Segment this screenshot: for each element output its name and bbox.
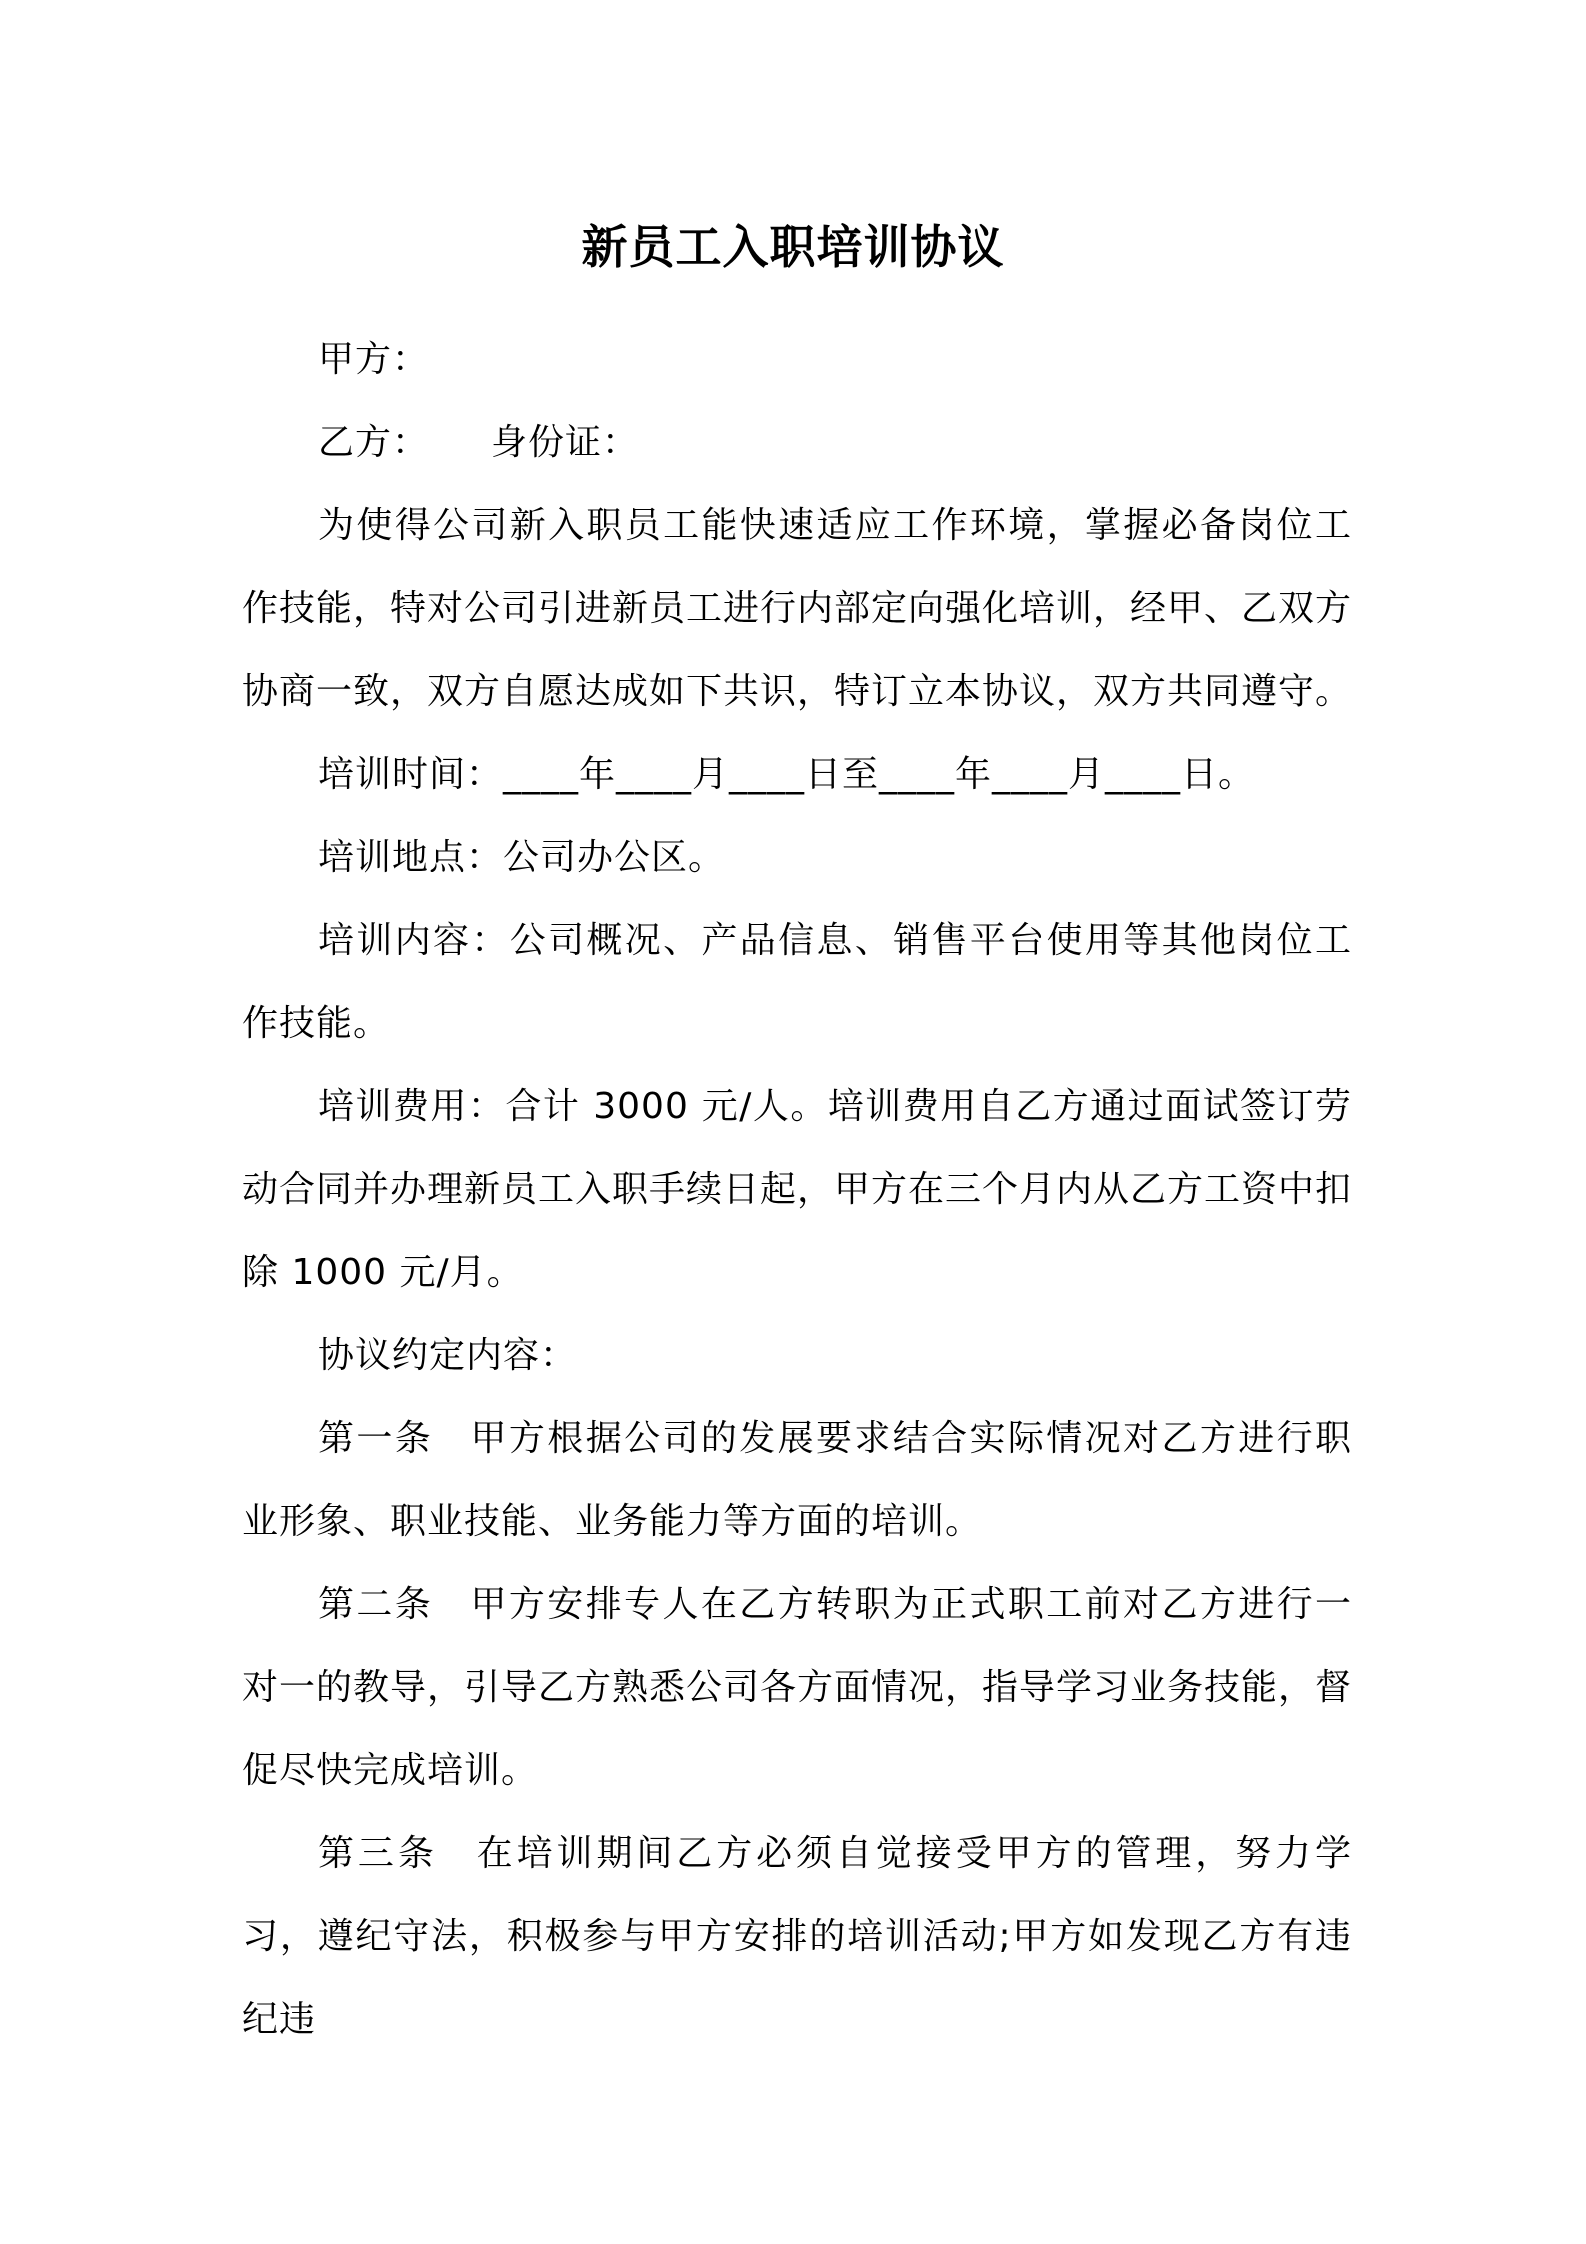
article-3-paragraph — [242, 1812, 1352, 2061]
party-a-line — [242, 318, 1352, 401]
article-1-label: 第一条 — [318, 1418, 434, 1459]
article-1-text: 甲方根据公司的发展要求结合实际情况对乙方进行职业形象、职业技能、业务能力等方面的培训。 — [242, 1418, 1352, 1542]
training-time-line: 培训时间：____年____月____日至____年____月____日。 — [318, 754, 1256, 795]
agreement-heading: 协议约定内容： — [318, 1335, 578, 1376]
document-title: 新员工入职培训协议 — [581, 220, 1005, 274]
party-a-label: 甲方： — [318, 339, 430, 380]
party-b-line — [242, 401, 1352, 484]
training-place-line: 培训地点：公司办公区。 — [318, 837, 726, 878]
article-3-label: 第三条 — [318, 1833, 438, 1874]
training-content-paragraph: 培训内容：公司概况、产品信息、销售平台使用等其他岗位工作技能。 — [242, 920, 1352, 1044]
id-card-label: 身份证： — [491, 422, 640, 463]
document-body — [242, 318, 1352, 2061]
intro-paragraph: 为使得公司新入职员工能快速适应工作环境，掌握必备岗位工作技能，特对公司引进新员工进行内部定向强化培训，经甲、乙双方协商一致，双方自愿达成如下共识，特订立本协议，双方共同遵守。 — [242, 505, 1353, 712]
article-2-text: 甲方安排专人在乙方转职为正式职工前对乙方进行一对一的教导，引导乙方熟悉公司各方面情况，指导学习业务技能，督促尽快完成培训。 — [242, 1584, 1353, 1791]
party-b-label: 乙方： — [318, 422, 430, 463]
training-fee-paragraph: 培训费用：合计 3000 元/人。培训费用自乙方通过面试签订劳动合同并办理新员工入职手续日起，甲方在三个月内从乙方工资中扣除 1000 元/月。 — [242, 1086, 1353, 1293]
article-2-paragraph — [242, 1563, 1352, 1812]
article-2-label: 第二条 — [318, 1584, 434, 1625]
article-1-paragraph — [242, 1397, 1352, 1563]
article-3-text: 在培训期间乙方必须自觉接受甲方的管理，努力学习，遵纪守法，积极参与甲方安排的培训活动;甲方如发现乙方有违纪违 — [242, 1833, 1352, 2040]
